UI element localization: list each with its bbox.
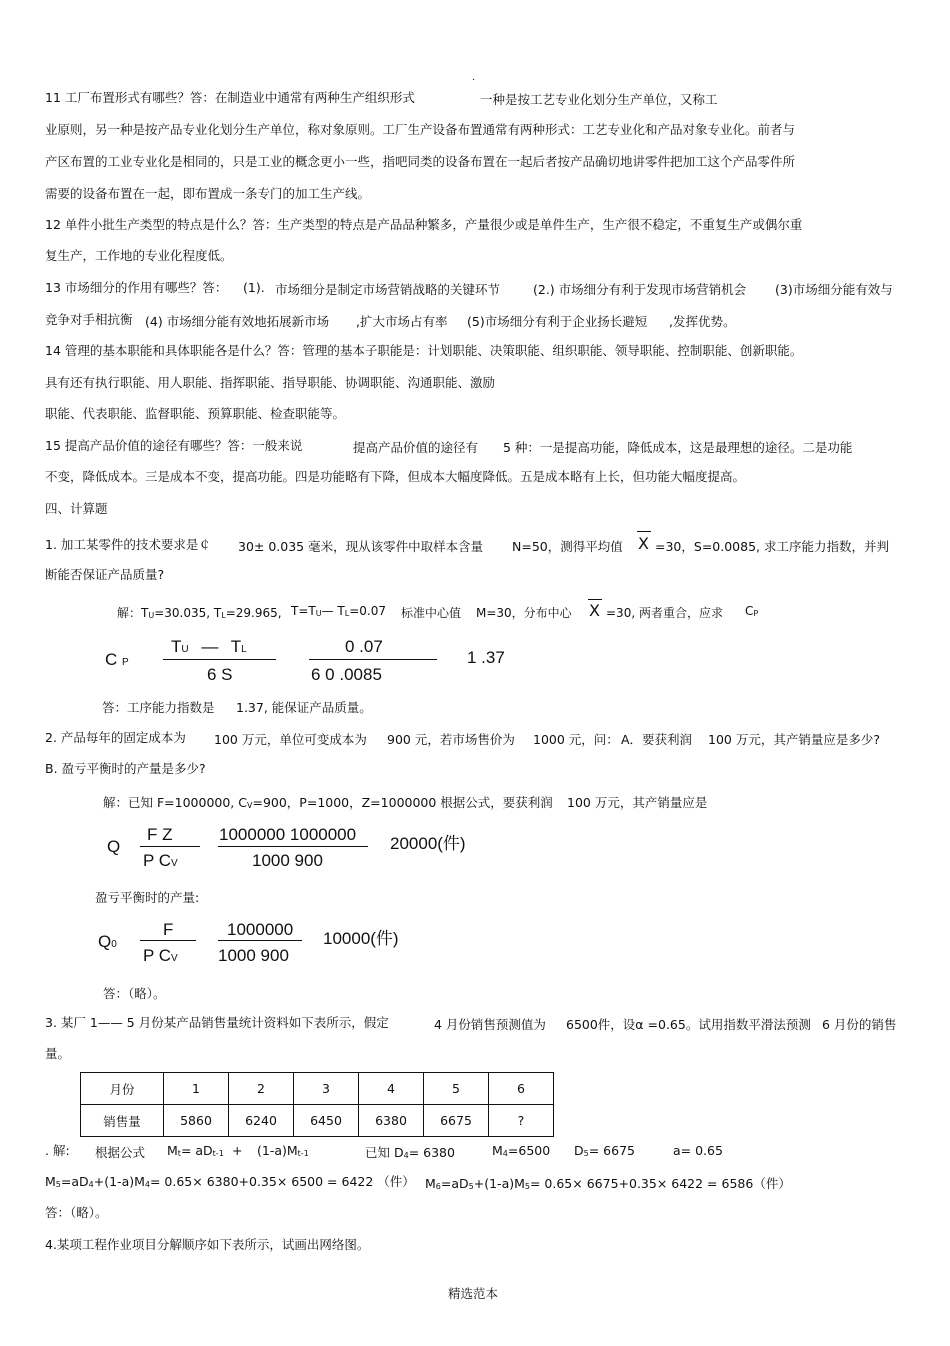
p1-answer-part2: 1.37, 能保证产品质量。 [236,700,372,715]
q-den1: P CV [143,851,178,870]
p2-line1-part6: 100 万元，其产销量应是多少? [708,732,880,747]
q13-line1-part1: 13 市场细分的作用有哪些？答： [45,280,228,295]
p1-line1-part1: 1. 加工某零件的技术要求是￠ [45,537,211,552]
p2-solution-part1: 解：已知 F=1000000, CV=900，P=1000，Z=1000000 根据公式，要获利润 [103,795,553,810]
p3-solution-formula-2: (1-a)Mt-1 [257,1143,309,1158]
p3-solution-label: . 解: [45,1143,70,1158]
q-num1: F Z [147,825,173,844]
q-result: 20000(件) [390,834,466,853]
q0-lhs: Q0 [98,932,117,951]
q0-den2: 1000 900 [218,946,289,965]
cp-den1: 6 S [207,665,233,684]
q11-line1-part1: 11 工厂布置形式有哪些？答：在制造业中通常有两种生产组织形式 [45,90,415,105]
p1-solution: 解：TU=30.035, TL=29.965, [117,606,282,620]
table-cell: 3 [294,1073,359,1105]
p1-line1-part2: 30± 0.035 毫米，现从该零件中取样本含量 [238,539,484,554]
q13-line2-part2: (4) 市场细分能有效地拓展新市场 [145,314,330,329]
q-den2: 1000 900 [252,851,323,870]
table-cell: 6240 [229,1105,294,1137]
p3-line1-part3: 6500件，设α =0.65。试用指数平滑法预测 [566,1017,811,1032]
q13-line1-part4: (2.) 市场细分有利于发现市场营销机会 [533,282,747,297]
q15-line2: 不变，降低成本。三是成本不变，提高功能。四是功能略有下降，但成本大幅度降低。五是成本略有上长，但功能大幅度提高。 [45,469,746,484]
q0-num1: F [163,920,174,939]
q-lhs: Q [107,837,121,856]
xbar-symbol-2: X [589,601,600,620]
sales-table-header-row [81,1073,554,1105]
table-cell: 4 [359,1073,424,1105]
p3-line1-part1: 3. 某厂 1—— 5 月份某产品销售量统计资料如下表所示，假定 [45,1015,389,1030]
p2-breakeven-label: 盈亏平衡时的产量: [95,890,200,905]
q15-line1-part1: 15 提高产品价值的途径有哪些？答：一般来说 [45,438,303,453]
table-cell: 6450 [294,1105,359,1137]
p3-line1-part2: 4 月份销售预测值为 [434,1017,546,1032]
p3-solution-plus: + [232,1143,243,1158]
table-cell: 月份 [81,1073,164,1105]
p1-solution-cp: CP [745,604,759,618]
p1-solution-coincide: =30, 两者重合，应求 [606,606,723,620]
p3-known-m4: M4=6500 [492,1143,551,1158]
q13-line2-part3: ,扩大市场占有率 [356,314,448,329]
p2-answer: 答：（略）。 [103,986,166,1001]
q13-line1-part5: (3)市场细分能有效与 [775,282,893,297]
top-dot: . [472,72,476,83]
q13-line1-part3: 市场细分是制定市场营销战略的关键环节 [275,282,501,297]
table-cell: 6380 [359,1105,424,1137]
q14-line2: 具有还有执行职能、用人职能、指挥职能、指导职能、协调职能、沟通职能、激励 [45,375,496,390]
q11-line4: 需要的设备布置在一起，即布置成一条专门的加工生产线。 [45,186,371,201]
p3-known-a: a= 0.65 [673,1143,723,1158]
q-num2: 1000000 1000000 [219,825,357,844]
section-heading: 四、计算题 [45,501,108,516]
page-footer: 精选范本 [448,1286,499,1301]
cp-fraction-bar-2 [309,659,437,660]
table-cell: 6675 [424,1105,489,1137]
p2-line1-part5: A．要获利润 [621,732,693,747]
p3-m6: M6=aD5+(1-a)M5= 0.65× 6675+0.35× 6422 = 6586（件） [425,1176,791,1191]
q13-line2-part5: ,发挥优势。 [669,314,736,329]
p4-line: 4.某项工程作业项目分解顺序如下表所示，试画出网络图。 [45,1237,370,1252]
p2-line1-part4: 1000 元，问： [533,732,619,747]
q11-line3: 产区布置的工业专业化是相同的，只是工业的概念更小一些，指吧同类的设备布置在一起后者按产品确切地讲零件把加工这个产品零件所 [45,154,796,169]
p1-solution-t: T=TU— TL=0.07 [291,604,386,618]
q0-fraction-bar-2 [218,940,302,941]
table-cell: 2 [229,1073,294,1105]
p1-line2: 断能否保证产品质量? [45,567,165,582]
table-cell: 5860 [164,1105,229,1137]
q15-line1-part2: 提高产品价值的途径有 [353,440,479,455]
p3-answer: 答：（略）。 [45,1205,108,1220]
p1-solution-center: 标准中心值 [401,606,462,620]
cp-result: 1 .37 [467,648,505,667]
q14-line1: 14 管理的基本职能和具体职能各是什么？答：管理的基本子职能是：计划职能、决策职能、组织职能、领导职能、控制职能、创新职能。 [45,343,803,358]
cp-num1: TU — TL [171,637,247,656]
p3-line2: 量。 [45,1046,71,1061]
p3-known-d4: 已知 D4= 6380 [365,1145,455,1160]
p3-m5: M5=aD4+(1-a)M4= 0.65× 6380+0.35× 6500 = 6422 （件） [45,1174,415,1189]
q13-line2-part1: 竞争对手相抗衡 [45,312,133,327]
xbar-overline-2 [588,599,602,600]
p2-line2: B. 盈亏平衡时的产量是多少? [45,761,206,776]
p2-line1-part3: 900 元，若市场售价为 [387,732,515,747]
q12-line2: 复生产，工作地的专业化程度低。 [45,248,233,263]
xbar-symbol: X [638,534,649,553]
q11-line1-part2: 一种是按工艺专业化划分生产单位，又称工 [480,92,718,107]
q0-result: 10000(件) [323,929,399,948]
q15-line1-part3: 5 种：一是提高功能，降低成本，这是最理想的途径。二是功能 [503,440,853,455]
p2-line1-part2: 100 万元，单位可变成本为 [214,732,367,747]
q13-line2-part4: (5)市场细分有利于企业扬长避短 [467,314,648,329]
p3-solution-formula: Mt= aDt-1 [167,1143,224,1158]
q0-fraction-bar-1 [140,940,196,941]
table-cell: ? [489,1105,554,1137]
sales-table [80,1072,554,1137]
q0-num2: 1000000 [227,920,294,939]
p1-solution-m: M=30，分布中心 [476,606,572,620]
q14-line3: 职能、代表职能、监督职能、预算职能、检查职能等。 [45,406,346,421]
p1-line1-part3: N=50，测得平均值 [512,539,623,554]
sales-table-data-row [81,1105,554,1137]
cp-fraction-bar-1 [163,659,276,660]
xbar-overline [637,531,651,532]
p1-answer-part1: 答：工序能力指数是 [102,700,215,715]
p3-line1-part4: 6 月份的销售 [822,1017,897,1032]
q11-line2: 业原则，另一种是按产品专业化划分生产单位，称对象原则。工厂生产设备布置通常有两种形式：工艺专业化和产品对象专业化。前者与 [45,122,796,137]
cp-num2: 0 .07 [345,637,383,656]
table-cell: 销售量 [81,1105,164,1137]
q-fraction-bar-2 [218,846,368,847]
table-cell: 1 [164,1073,229,1105]
p3-known-d5: D5= 6675 [574,1143,635,1158]
p1-line1-part4: =30，S=0.0085, 求工序能力指数，并判 [655,539,889,554]
table-cell: 5 [424,1073,489,1105]
p3-solution-formula-label: 根据公式 [95,1145,146,1160]
cp-lhs: C P [105,650,129,669]
table-cell: 6 [489,1073,554,1105]
p2-solution-part2: 100 万元，其产销量应是 [567,795,708,810]
cp-den2: 6 0 .0085 [311,665,382,684]
q-fraction-bar-1 [140,846,200,847]
q13-line1-part2: (1). [243,280,265,295]
q12-line1: 12 单件小批生产类型的特点是什么？答：生产类型的特点是产品品种繁多，产量很少或是单件生产，生产很不稳定，不重复生产或偶尔重 [45,217,803,232]
p2-line1-part1: 2. 产品每年的固定成本为 [45,730,186,745]
q0-den1: P CV [143,946,178,965]
